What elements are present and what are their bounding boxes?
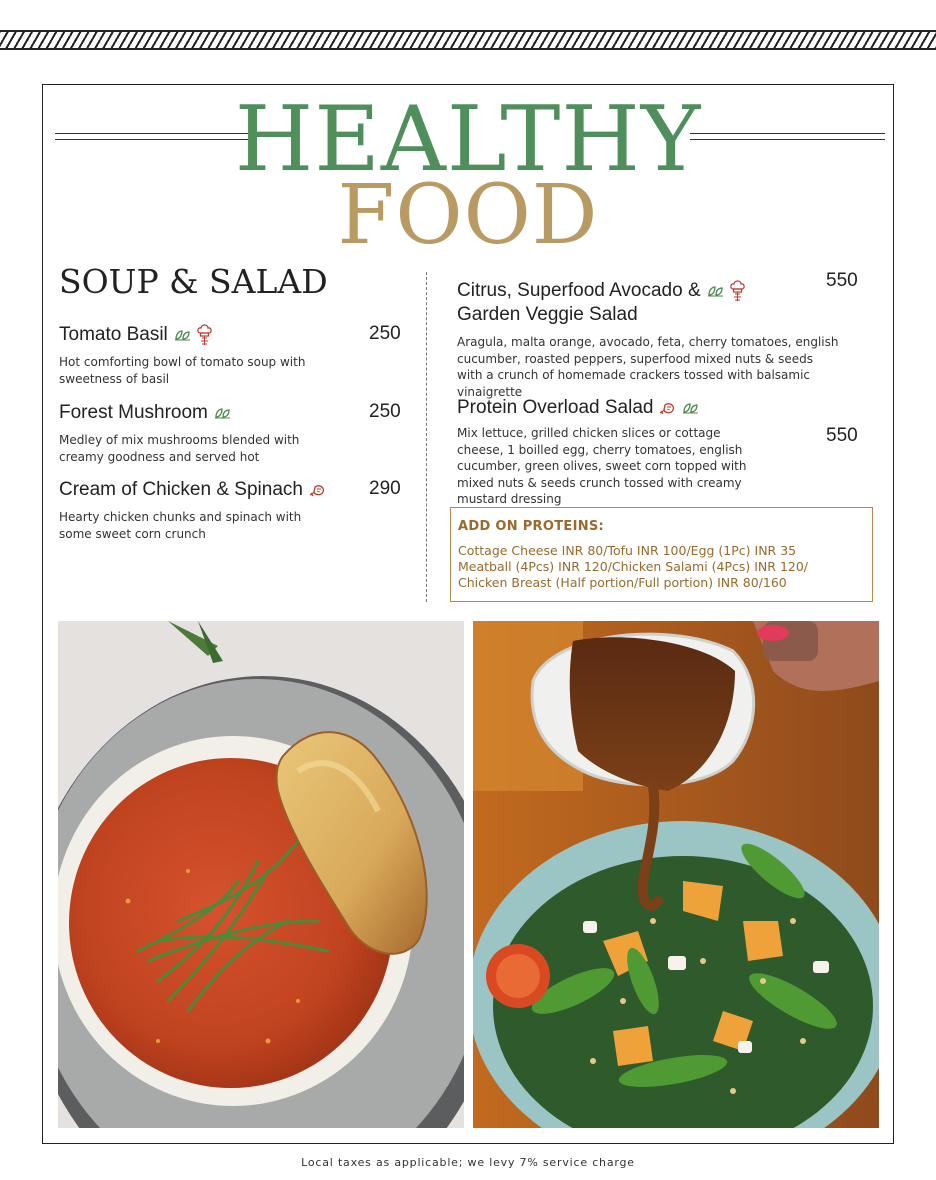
column-divider [426, 272, 427, 602]
addon-line: Chicken Breast (Half portion/Full portion) INR 80/160 [458, 575, 787, 590]
footer-tax-note: Local taxes as applicable; we levy 7% service charge [301, 1156, 635, 1169]
veg-leaf-icon [174, 329, 191, 341]
menu-item [59, 323, 404, 387]
item-name-line2: Garden Veggie Salad [457, 304, 638, 325]
menu-item [59, 401, 404, 465]
item-description: Hot comforting bowl of tomato soup with sweetness of basil [59, 355, 306, 386]
item-name: Tomato Basil [59, 324, 168, 345]
addon-proteins-box [450, 507, 873, 602]
item-name: Forest Mushroom [59, 402, 208, 423]
veg-leaf-icon [707, 285, 724, 297]
title-food: FOOD [337, 168, 599, 263]
item-description: Hearty chicken chunks and spinach with some sweet corn crunch [59, 510, 302, 541]
item-description: Aragula, malta orange, avocado, feta, cherry tomatoes, english cucumber, roasted peppers, superfood mixed nuts & seeds with a crunch of homemade crackers tossed with balsamic vinaigrette [457, 335, 839, 399]
addon-line: Meatball (4Pcs) INR 120/Chicken Salami (4Pcs) INR 120/ [458, 559, 809, 574]
chicken-icon [309, 484, 326, 497]
item-name: Citrus, Superfood Avocado & [457, 280, 701, 301]
chef-special-icon [730, 280, 745, 302]
item-name: Cream of Chicken & Spinach [59, 479, 303, 500]
item-description: Medley of mix mushrooms blended with creamy goodness and served hot [59, 433, 300, 464]
tomato-soup-photo [58, 621, 464, 1128]
menu-item [59, 478, 404, 542]
item-name: Protein Overload Salad [457, 397, 654, 418]
item-price: 550 [826, 270, 858, 291]
chicken-icon [659, 402, 676, 415]
chef-special-icon [197, 324, 212, 346]
title-healthy: HEALTHY [234, 87, 702, 192]
menu-item [457, 270, 858, 400]
addon-title: ADD ON PROTEINS: [458, 519, 605, 534]
item-price: 290 [369, 478, 401, 499]
item-price: 250 [369, 323, 401, 344]
section-heading: SOUP & SALAD [59, 262, 328, 301]
item-price: 250 [369, 401, 401, 422]
menu-item [457, 396, 857, 508]
salad-photo [473, 621, 879, 1128]
decorative-hatch-band [0, 30, 936, 50]
veg-leaf-icon [214, 407, 231, 419]
veg-leaf-icon [682, 402, 699, 414]
item-description: Mix lettuce, grilled chicken slices or cottage cheese, 1 boilled egg, cherry tomatoes, english cucumber, green olives, sweet corn topped with mixed nuts & seeds crunch tossed with creamy mustard dressing [457, 426, 747, 506]
addon-line: Cottage Cheese INR 80/Tofu INR 100/Egg (1Pc) INR 35 [458, 543, 797, 558]
item-price: 550 [826, 425, 858, 446]
